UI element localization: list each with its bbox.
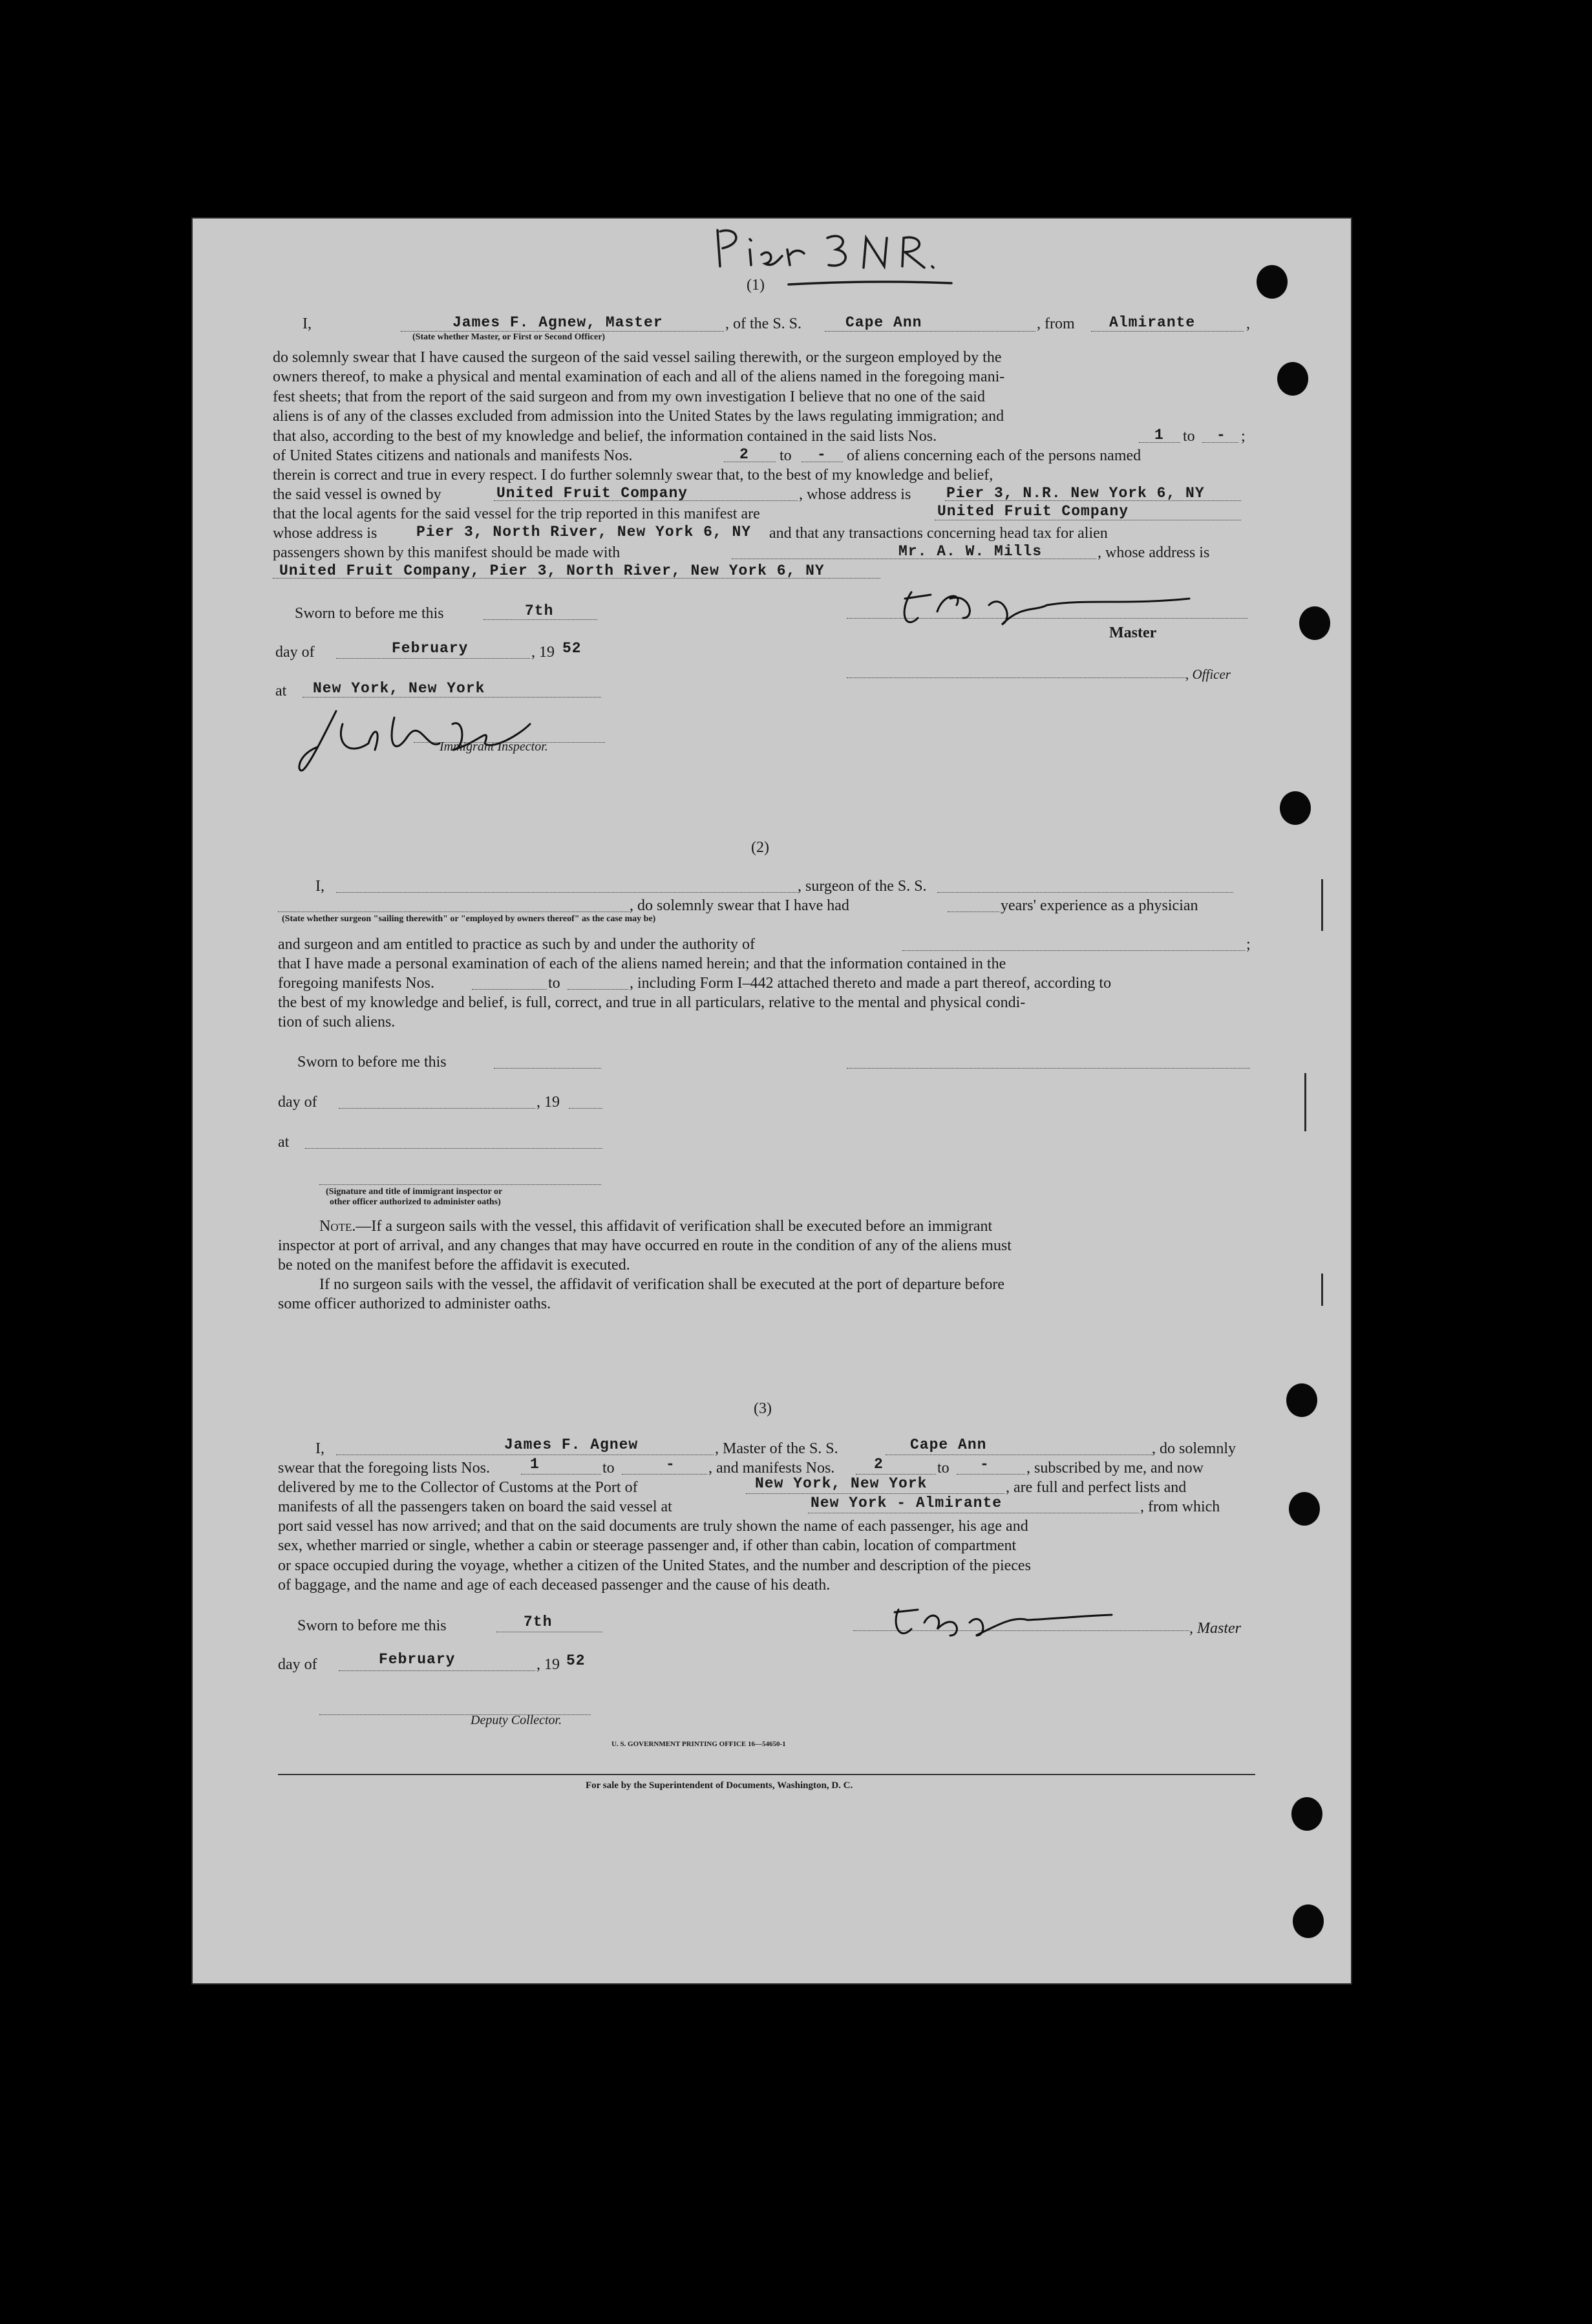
s3-route: New York - Almirante [811,1495,1003,1511]
s1-sworn-place: New York, New York [313,680,485,697]
s3-ship: Cape Ann [910,1436,987,1453]
s1-master-name: James F. Agnew, Master [452,314,663,331]
s1-sworn-month: February [392,640,469,657]
s1-sworn-day: 7th [525,602,554,619]
s1-state-note: (State whether Master, or First or Second Officer) [412,332,606,342]
s1-agents: United Fruit Company [937,503,1129,520]
punch-hole [1286,1383,1317,1417]
s1-list-to: - [1216,427,1226,443]
note-label: Note. [319,1218,356,1235]
scan-mark [1321,1274,1323,1306]
punch-hole [1293,1904,1324,1938]
master-signature-1 [892,579,1228,641]
s1-owner: United Fruit Company [496,485,688,502]
scan-mark [1304,1073,1306,1131]
s3-port: New York, New York [755,1475,928,1492]
s1-contact-address: United Fruit Company, Pier 3, North River, New York 6, NY [279,562,825,579]
s1-agents-address: Pier 3, North River, New York 6, NY [416,524,752,540]
s1-i: I, [302,315,312,332]
s1-manifest-from: 2 [739,446,749,463]
s1-ship: Cape Ann [845,314,922,331]
sale-notice: For sale by the Superintendent of Documents, Washington, D. C. [586,1780,853,1791]
gpo-imprint: U. S. GOVERNMENT PRINTING OFFICE 16—54650-1 [611,1740,786,1748]
s1-list-from: 1 [1154,427,1164,443]
section-number-1: (1) [747,277,765,293]
footer-rule [278,1774,1255,1775]
scan-mark [1321,879,1323,931]
s1-manifest-to: - [817,446,827,463]
section-number-2: (2) [751,839,769,856]
s3-name: James F. Agnew [504,1436,639,1453]
punch-hole [1277,362,1308,396]
s1-from-port: Almirante [1109,314,1196,331]
s1-headtax-contact: Mr. A. W. Mills [898,543,1043,560]
punch-hole [1291,1797,1322,1831]
punch-hole [1257,265,1288,299]
section-number-3: (3) [754,1400,772,1417]
s1-year: 52 [562,640,582,657]
s1-owner-address: Pier 3, N.R. New York 6, NY [946,485,1205,502]
punch-hole [1280,791,1311,825]
master-signature-3 [886,1597,1118,1652]
punch-hole [1289,1492,1320,1526]
punch-hole [1299,606,1330,640]
